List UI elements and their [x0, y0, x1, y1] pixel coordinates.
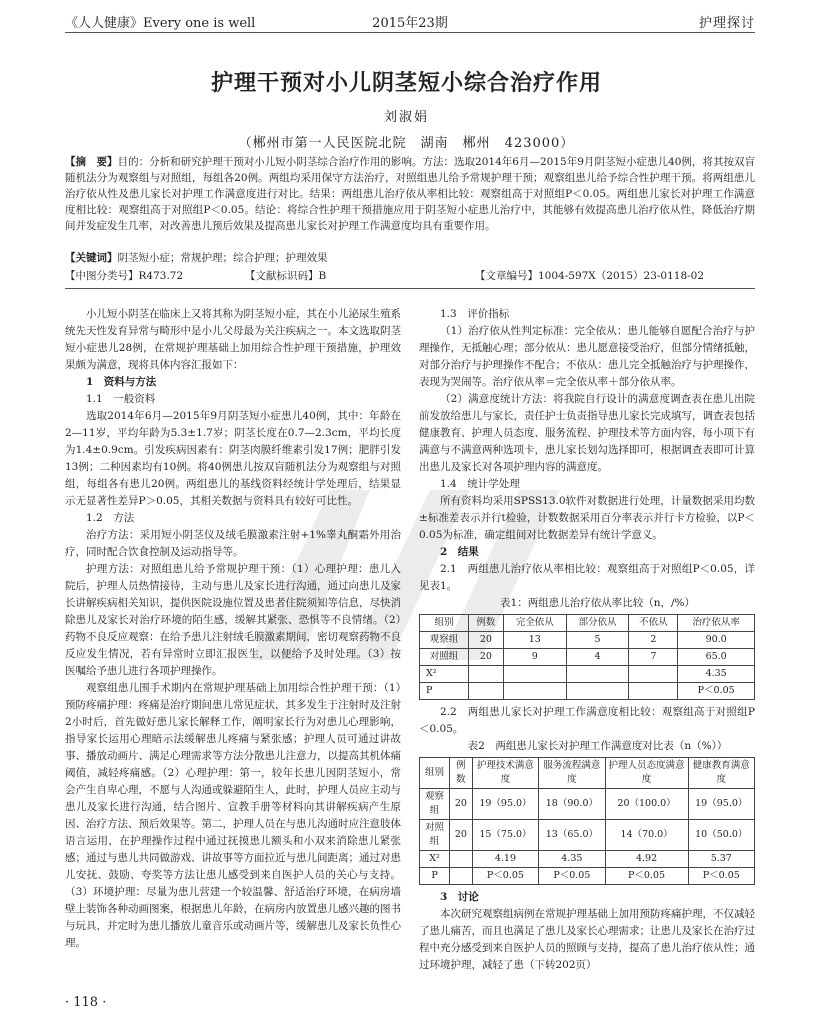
table-cell: 对照组 [420, 649, 469, 666]
table-cell: 4.19 [472, 851, 538, 868]
intro-paragraph: 小儿短小阴茎在临床上又将其称为阴茎短小症，其在小儿泌尿生殖系统先天性发育异常与畸形中是小儿父母最为关注疾病之一。本文选取阴茎短小症患儿28例，在常规护理基础上加用综合性护理干预措施，护理效果颇为满意，现将具体内容汇报如下： [65, 308, 401, 371]
table1 [419, 614, 755, 700]
section-name: 护理探讨 [698, 16, 755, 31]
table-header-cell: 组别 [420, 615, 469, 632]
table-cell: 20 [450, 789, 473, 820]
table-cell: 4.35 [539, 851, 605, 868]
table-cell [503, 666, 566, 683]
table-header-row [420, 758, 755, 789]
keywords [65, 250, 755, 266]
table-cell: X² [420, 666, 469, 683]
table-row [420, 666, 755, 683]
table-row [420, 851, 755, 868]
table-header-cell: 健康教育满意度 [688, 758, 754, 789]
table-cell: 20（100.0） [605, 789, 688, 820]
subsection-heading: 1.1 一般资料 [86, 393, 156, 405]
table-cell: P＜0.05 [605, 868, 688, 885]
table-row [420, 683, 755, 700]
running-header [65, 8, 755, 33]
subsection-heading: 1.3 评价指标 [440, 308, 510, 320]
table2-caption: 表2 两组患儿家长对护理工作满意度对比表（n（%）） [467, 740, 728, 752]
table-cell: P＜0.05 [678, 683, 755, 700]
table-cell: 对照组 [420, 820, 450, 851]
subsection-heading: 1.4 统计学处理 [440, 478, 520, 490]
classification-line [65, 268, 755, 289]
table-cell [468, 666, 503, 683]
section-heading: 3 讨论 [440, 891, 479, 903]
left-column [65, 306, 401, 952]
paragraph: 护理方法：对照组患儿给予常规护理干预：（1）心理护理：患儿入院后，护理人员热情接待，主动与患儿及家长进行沟通，通过向患儿及家长讲解疾病相关知识，提供医院设施位置及患者住院须知等信息，尽快消除患儿及家长对治疗环境的陌生感，缓解其紧张、恐惧等不良情绪。（2）药物不良反应观察：在给予患儿注射绒毛膜激素期间，密切观察药物不良反应发生情况，若有异常时立即汇报医生，以便给予及时处理。（3）按医嘱给予患儿进行各项护理操作。 [65, 563, 401, 677]
table-cell: 65.0 [678, 649, 755, 666]
table2 [419, 757, 755, 885]
table-cell [450, 851, 473, 868]
paragraph: （1）治疗依从性判定标准：完全依从：患儿能够自愿配合治疗与护理操作，无抵触心理；部分依从：患儿愿意接受治疗，但部分情绪抵触，对部分治疗与护理操作不配合；不依从：患儿完全抵触治疗与护理操作，表现为哭闹等。治疗依从率＝完全依从率＋部分依从率。 [419, 325, 755, 388]
table-cell [566, 683, 629, 700]
table-cell: 7 [629, 649, 678, 666]
table-cell [468, 683, 503, 700]
table-cell: P [420, 868, 450, 885]
table-cell [450, 868, 473, 885]
table-cell: 20 [468, 649, 503, 666]
table-cell: 10（50.0） [688, 820, 754, 851]
abstract-label: 【摘 要】 [65, 156, 118, 168]
table-cell: 20 [468, 632, 503, 649]
table-header-cell: 不依从 [629, 615, 678, 632]
table-cell: P＜0.05 [472, 868, 538, 885]
table-header-cell: 服务流程满意度 [539, 758, 605, 789]
table-cell: 4 [566, 649, 629, 666]
table-cell: 13（65.0） [539, 820, 605, 851]
table-row [420, 649, 755, 666]
paragraph: 治疗方法：采用短小阴茎仪及绒毛膜激素注射+1%睾丸酮霜外用治疗，同时配合饮食控制及运动指导等。 [65, 529, 401, 558]
table-cell [629, 666, 678, 683]
table-header-cell: 例数 [468, 615, 503, 632]
table-header-cell: 护理人员态度满意度 [605, 758, 688, 789]
table-header-row [420, 615, 755, 632]
table-cell: P [420, 683, 469, 700]
paragraph: 2.1 两组患儿治疗依从率相比较：观察组高于对照组P＜0.05，详见表1。 [419, 563, 755, 592]
paragraph: （2）满意度统计方法：将我院自行设计的满意度调查表在患儿出院前发放给患儿与家长，责任护士负责指导患儿家长完成填写，调查表包括健康教育、护理人员态度、服务流程、护理技术等方面内容，每小项下有满意与不满意两种选项卡，患儿家长划勾选择即可，根据调查表即可计算出患儿及家长对各项护理内容的满意度。 [419, 393, 755, 473]
table-cell [629, 683, 678, 700]
paper-title: 护理干预对小儿阴茎短小综合治疗作用 [210, 70, 602, 96]
table-row [420, 789, 755, 820]
right-column [419, 306, 755, 974]
author-name: 刘淑娟 [383, 110, 429, 125]
keywords-label: 【关键词】 [65, 252, 118, 264]
table-header-cell: 护理技术满意度 [472, 758, 538, 789]
paragraph: 本次研究观察组病例在常规护理基础上加用预防疼痛护理，不仅减轻了患儿痛苦，而且也满足了患儿及家长心理需求；让患儿及家长在治疗过程中充分感受到来自医护人员的照顾与支持，提高了患儿治疗依从性；通过环境护理，减轻了患（下转202页） [419, 908, 755, 971]
journal-name: 《人人健康》Every one is well [65, 16, 256, 31]
table-row [420, 820, 755, 851]
table-cell: 20 [450, 820, 473, 851]
table-cell [503, 683, 566, 700]
issue-number: 2015年23期 [372, 16, 448, 31]
abstract-text: 目的：分析和研究护理干预对小儿短小阴茎综合治疗作用的影响。方法：选取2014年6月—2015年9月阴茎短小症患儿40例，将其按双盲随机法分为观察组与对照组，每组各20例。两组均采用保守方法治疗，对照组患儿给予常规护理干预；观察组患儿给予综合性护理干预。将两组患儿治疗依从性及患儿家长对护理工作满意度进行对比。结果：两组患儿治疗依从率相比较：观察组高于对照组P＜0.05。两组患儿家长对护理工作满意度相比较：观察组高于对照组P＜0.05。结论：将综合性护理干预措施应用于阴茎短小症患儿治疗中，其能够有效提高患儿治疗依从性，降低治疗期间并发症发生几率，对改善患儿预后效果及提高患儿家长对护理工作满意度均具有重要作用。 [65, 156, 756, 232]
table-cell: 19（95.0） [688, 789, 754, 820]
table1-caption: 表1：两组患儿治疗依从率比较（n，/%） [500, 597, 695, 609]
paragraph: 选取2014年6月—2015年9月阴茎短小症患儿40例，其中：年龄在2—11岁，平均年龄为5.3±1.7岁；阴茎长度在0.7—2.3cm，平均长度为1.4±0.9cm。引发疾病因素有：阴茎肉膜纤维素引发17例；肥胖引发13例；二种因素均有10例。将40例患儿按双盲随机法分为观察组与对照组，每组各有患儿20例。两组患儿的基线资料经统计学处理后，结果显示无显著性差异P＞0.05，其相关数据与资料具有较好可比性。 [65, 410, 401, 507]
table-cell: 13 [503, 632, 566, 649]
table-cell: 4.92 [605, 851, 688, 868]
table-cell: 14（70.0） [605, 820, 688, 851]
table-header-cell: 部分依从 [566, 615, 629, 632]
table-cell: 5.37 [688, 851, 754, 868]
table-cell: 9 [503, 649, 566, 666]
section-heading: 1 资料与方法 [86, 376, 157, 388]
table-cell: 2 [629, 632, 678, 649]
table-header-cell: 治疗依从率 [678, 615, 755, 632]
table-cell: 15（75.0） [472, 820, 538, 851]
subsection-heading: 1.2 方法 [86, 512, 135, 524]
article-number: 【文章编号】1004-597X（2015）23-0118-02 [475, 270, 705, 282]
table-cell: 观察组 [420, 789, 450, 820]
table-row [420, 868, 755, 885]
page-number: · 118 · [65, 995, 107, 1010]
author-affiliation: （郴州市第一人民医院北院 湖南 郴州 423000） [238, 136, 575, 151]
keywords-text: 阴茎短小症；常规护理；综合护理；护理效果 [117, 252, 328, 264]
table-header-cell: 组别 [420, 758, 450, 789]
table-cell: 观察组 [420, 632, 469, 649]
paragraph: 2.2 两组患儿家长对护理工作满意度相比较：观察组高于对照组P＜0.05。 [419, 706, 755, 735]
table-cell: 18（90.0） [539, 789, 605, 820]
section-heading: 2 结果 [440, 546, 479, 558]
table-cell [566, 666, 629, 683]
table-cell: X² [420, 851, 450, 868]
table-cell: 5 [566, 632, 629, 649]
table-cell: P＜0.05 [539, 868, 605, 885]
paragraph: 所有资料均采用SPSS13.0软件对数据进行处理，计量数据采用均数±标准差表示并行t检验，计数数据采用百分率表示并行卡方检验，以P＜0.05为标准，确定组间对比数据差异有统计学意义。 [419, 495, 755, 541]
table-header-cell: 例数 [450, 758, 473, 789]
table-header-cell: 完全依从 [503, 615, 566, 632]
table-row [420, 632, 755, 649]
paragraph: 观察组患儿围手术期内在常规护理基础上加用综合性护理干预：（1）预防疼痛护理：疼痛是治疗期间患儿常见症状，其多发生于注射时及注射2小时后，首先做好患儿家长解释工作，阐明家长行为对患儿心理影响，指导家长运用心理暗示法缓解患儿疼痛与紧张感；护理人员可通过讲故事、播放动画片、满足心理需求等方法分散患儿注意力，以提高其机体痛阈值，减轻疼痛感。（2）心理护理：第一，较年长患儿因阴茎短小，常会产生自卑心理，不愿与人沟通或躲避陌生人，此时，护理人员应主动与患儿及家长进行沟通，结合图片、宣教手册等材料向其讲解疾病产生原因、治疗方法、预后效果等。第二，护理人员在与患儿沟通时应注意肢体语言运用，在护理操作过程中通过抚摸患儿额头和小双来消除患儿紧张感；通过与患儿共同做游戏、讲故事等方面拉近与患儿间距离；通过对患儿安抚、鼓励、夸奖等方法让患儿感受到来自医护人员的关心与支持。（3）环境护理：尽量为患儿营建一个较温馨、舒适治疗环境，在病房墙壁上装饰各种动画图案，根据患儿年龄，在病房内放置患儿感兴趣的图书与玩具，并定时为患儿播放儿童音乐或动画片等，缓解患儿及家长负性心理。 [65, 682, 401, 949]
table-cell: 90.0 [678, 632, 755, 649]
document-code: 【文献标识码】B [245, 270, 327, 282]
abstract [65, 154, 755, 234]
table-cell: 4.35 [678, 666, 755, 683]
table-cell: 19（95.0） [472, 789, 538, 820]
table-cell: P＜0.05 [688, 868, 754, 885]
clc-number: 【中图分类号】R473.72 [65, 270, 184, 282]
